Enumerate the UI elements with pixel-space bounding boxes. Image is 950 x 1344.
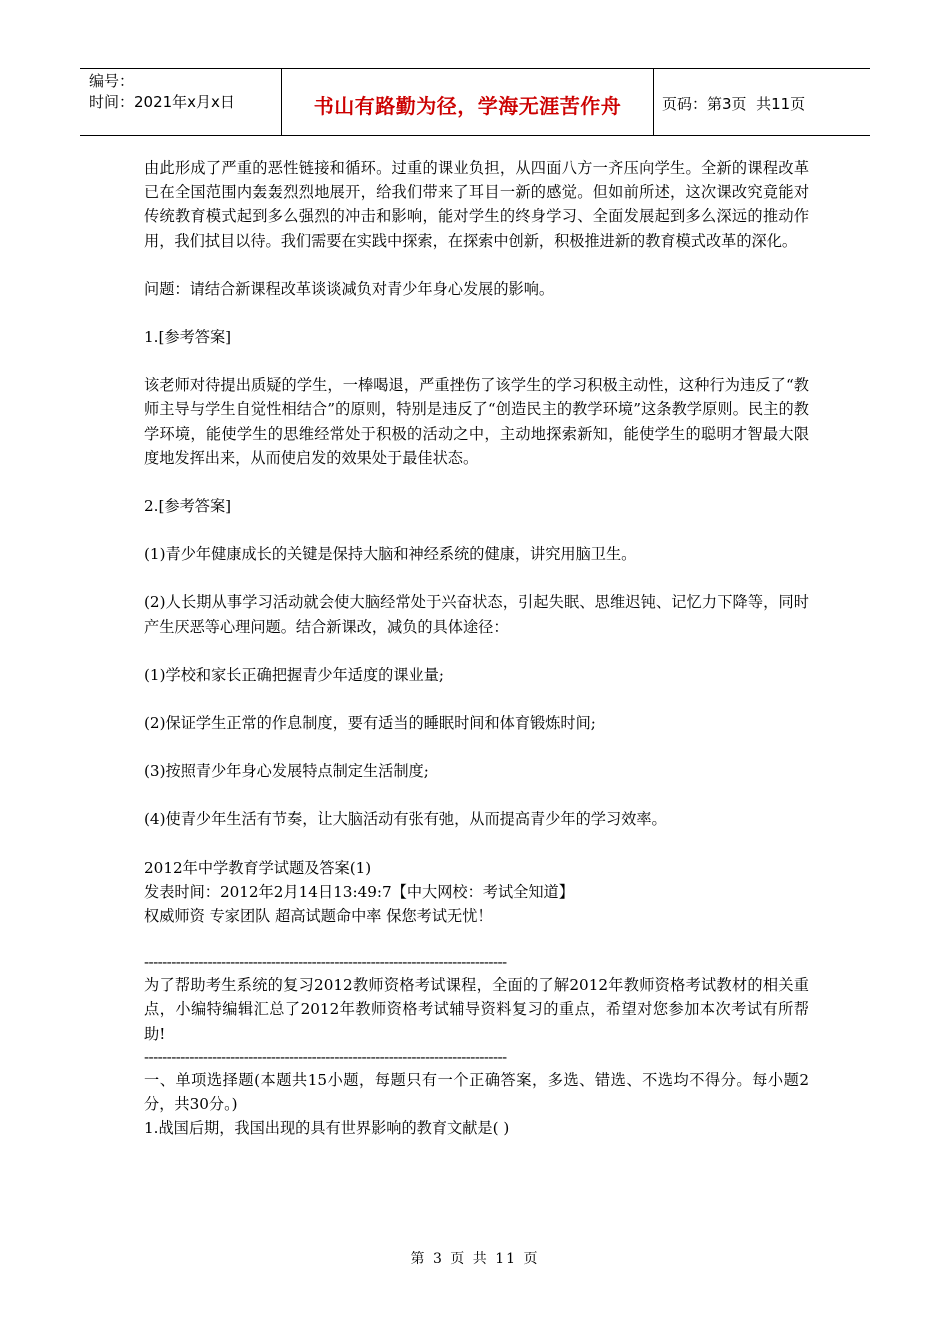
header-meta <box>80 69 282 135</box>
divider-line: -------------------------------------------------------------------------------- <box>144 953 507 972</box>
article-slogan: 权威师资 专家团队 超高试题命中率 保您考试无忧！ <box>144 907 493 926</box>
answer-text: 该老师对待提出质疑的学生，一棒喝退，严重挫伤了该学生的学习积极主动性，这种行为违反了“教师主导与学生自觉性相结合”的原则，特别是违反了“创造民主的教学环境”这条教学原则。民主的教学环境，能使学生的思维经常处于积极的活动之中，主动地探索新知，能使学生的聪明才智最大限度地发挥出来，从而使启发的效果处于最佳状态。 <box>144 376 809 467</box>
divider-line: -------------------------------------------------------------------------------- <box>144 1047 507 1066</box>
list-item: (1)学校和家长正确把握青少年适度的课业量; <box>144 665 445 684</box>
document-time-label: 时间：2021年x月x日 <box>89 93 235 111</box>
question-text: 问题：请结合新课程改革谈谈减负对青少年身心发展的影响。 <box>144 279 555 298</box>
page-footer: 第 3 页 共 11 页 <box>410 1251 540 1267</box>
article-intro-block <box>144 951 809 1140</box>
document-number-label: 编号： <box>89 72 135 90</box>
question-item: 1.战国后期，我国出现的具有世界影响的教育文献是( ) <box>144 1119 510 1138</box>
list-item: (2)保证学生正常的作息制度，要有适当的睡眠时间和体育锻炼时间; <box>144 714 596 733</box>
document-body <box>144 156 809 1163</box>
section-heading: 一、单项选择题(本题共15小题，每题只有一个正确答案，多选、错选、不选均不得分。每小题2分，共30分。) <box>144 1070 809 1114</box>
header-motto: 书山有路勤为径，学海无涯苦作舟 <box>282 69 654 135</box>
article-header <box>144 856 809 929</box>
answer-label: 2.[参考答案] <box>144 497 232 516</box>
header-page-info <box>654 69 870 135</box>
article-title: 2012年中学教育学试题及答案(1) <box>144 858 372 877</box>
body-paragraph: 由此形成了严重的恶性链接和循环。过重的课业负担，从四面八方一齐压向学生。全新的课程改革已在全国范围内轰轰烈烈地展开，给我们带来了耳目一新的感觉。但如前所述，这次课改究竟能对传统教育模式起到多么强烈的冲击和影响，能对学生的终身学习、全面发展起到多么深远的推动作用，我们拭目以待。我们需要在实践中探索，在探索中创新，积极推进新的教育模式改革的深化。 <box>144 159 809 250</box>
article-meta: 发表时间：2012年2月14日13:49:7【中大网校：考试全知道】 <box>144 882 574 901</box>
answer-label: 1.[参考答案] <box>144 328 232 347</box>
page-header <box>80 68 870 136</box>
list-item: (3)按照青少年身心发展特点制定生活制度; <box>144 762 429 781</box>
answer-point: (2)人长期从事学习活动就会使大脑经常处于兴奋状态，引起失眠、思维迟钝、记忆力下降等，同时产生厌恶等心理问题。结合新课改，减负的具体途径： <box>144 593 809 636</box>
header-page-info-text: 页码：第3页 共11页 <box>662 94 806 113</box>
answer-point: (1)青少年健康成长的关键是保持大脑和神经系统的健康，讲究用脑卫生。 <box>144 545 637 564</box>
article-intro: 为了帮助考生系统的复习2012教师资格考试课程，全面的了解2012年教师资格考试教材的相关重点，小编特编辑汇总了2012年教师资格考试辅导资料复习的重点，希望对您参加本次考试有所帮助! <box>144 976 809 1043</box>
list-item: (4)使青少年生活有节奏，让大脑活动有张有弛，从而提高青少年的学习效率。 <box>144 810 667 829</box>
